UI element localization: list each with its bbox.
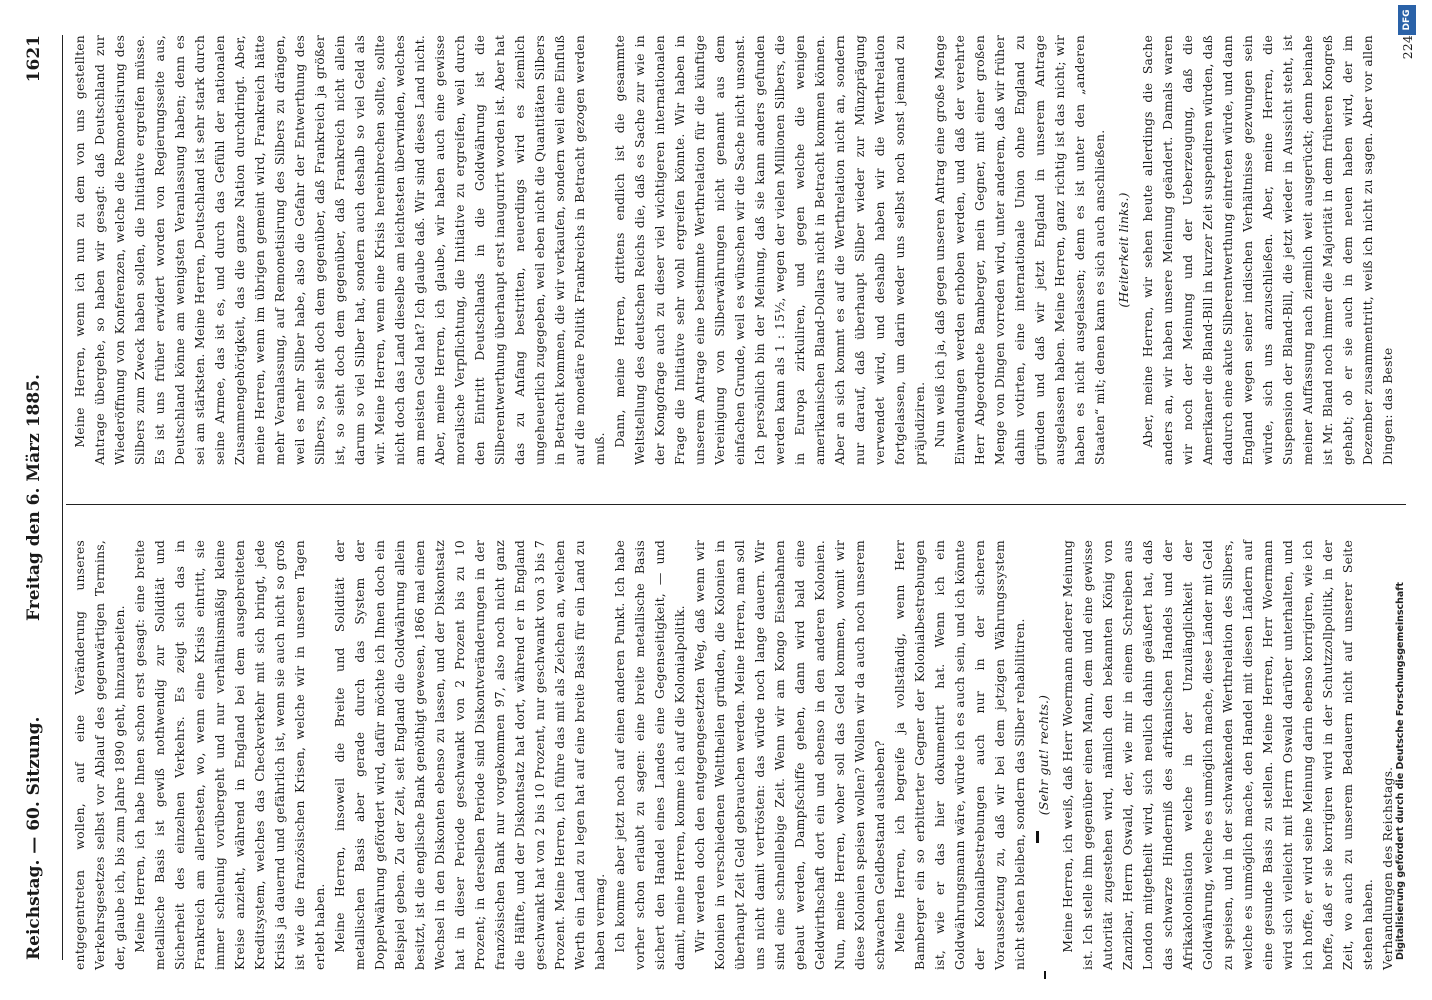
- paragraph: Meine Herren, ich begreife ja vollständig, wenn Herr Bamberger ein so erbitterter Gegner der Kolonialbestrebungen ist, wie er das hier dokumentirt hat. Wenn ich ein Goldwährungsmann wäre, würde ich es auch sein, und ich könnte der Kolonialbestrebungen auch nur in der sicheren Voraussetzung zu, daß wir bei dem jetzigen Währungssystem nicht stehen bleiben, sondern das Silber rehabilitiren.: [892, 540, 1027, 970]
- paragraph: Meine Herren, insoweil die Breite und Solidität der metallischen Basis aber gerade durch das System der Doppelwährung gefördert wird, dafür möchte ich Ihnen doch ein Beispiel geben. Zu der Zeit, seit England die Goldwährung allein besitzt, ist die englische Bank genöthigt gewesen, 1866 mal einen Wechsel in den Diskonten ebenso zu lassen, und der Diskontsatz hat in dieser Periode geschwankt von 2 Prozent bis zu 10 Prozent; in derselben Periode sind Diskontveränderungen in der französischen Bank nur vorgekommen 97, also noch nicht ganz die Hälfte, und der Diskontsatz hat dort, während er in England geschwankt hat von 2 bis 10 Prozent, nur geschwankt von 3 bis 7 Prozent. Meine Herren, ich führe das mit als Zeichen an, welchen Werth ein Land zu legen hat auf eine breite Basis für ein Land zu haben vermag.: [332, 540, 607, 970]
- paragraph: entgegentreten wollen, auf eine Veränderung unseres Verkehrsgesetzes selbst vor Ablauf des gegenwärtigen Termins, der, glaube ich, bis zum Jahre 1890 geht, hinzuarbeiten.: [72, 540, 127, 970]
- header-session: Reichstag. — 60. Sitzung.: [24, 716, 44, 960]
- header-rule: [62, 35, 63, 960]
- paragraph: Nun weiß ich ja, daß gegen unseren Antrag eine große Menge Einwendungen werden erhoben werden, und daß der verehrte Herr Abgeordnete Bamberger, mein Gegner, mit einer großen Menge von Dingen vorreden wird, unter anderem, daß wir früher dahin votirten, eine internationale Union ohne England zu gründen und daß wir jetzt England in unserem Antrage ausgelassen haben. Meine Herren, ganz richtig ist das nicht; wir haben es nicht ausgelassen; denn es ist unter den „anderen Staaten“ mit; denen kann es sich auch anschließen.: [932, 35, 1107, 465]
- interjection: (Sehr gut! rechts.): [1036, 694, 1051, 816]
- header-page-number: 1621: [24, 35, 44, 83]
- digitization-credit: Digitalisierung gefördert durch die Deutsche Forschungsgemeinschaft: [1395, 582, 1406, 960]
- paragraph: Verhandlungen des Reichstags.: [1380, 766, 1395, 970]
- paragraph: Meine Herren, wenn ich nun zu dem von uns gestellten Antrage übergehe, so haben wir gesagt: daß Deutschland zur Wiederöffnung von Konferenzen, welche die Remonetisirung des Silbers zum Zweck haben sollen, die Initiative ergreifen müsse. Es ist uns früher erwidert worden von Regierungsseite aus, Deutschland könne am wenigsten Veranlassung haben; denn es sei am stärksten. Meine Herren, Deutschland ist sehr stark durch seine Armee, das ist es, und durch das Gefühl der nationalen Zusammengehörigkeit, das die ganze Nation durchdringt. Aber, meine Herren, wenn im übrigen gemeint wird, Frankreich hätte mehr Veranlassung, auf Remonetisirung des Silbers zu drängen, weil es mehr Silber habe, also die Gefahr der Entwerthung des Silbers, so sieht doch dem gegenüber, daß Frankreich ja größer ist, so sieht doch dem gegenüber, daß Frankreich nicht allein darum so viel Silber hat, sondern auch deshalb so viel Geld als wir. Meine Herren, wenn eine Krisis hereinbrechen sollte, sollte nicht doch das Land dieselbe am leichtesten überwinden, welches am meisten Geld hat? Ich glaube daß. Wir sind dieses Land nicht. Aber, meine Herren, ich glaube, wir haben auch eine gewisse moralische Verpflichtung, die Initiative zu ergreifen, weil durch den Eintritt Deutschlands in die Goldwährung ist die Silberentwerthung überhaupt erst inaugurirt worden ist. Aber hat das zu Anfang bestritten, neuerdings wird es ziemlich ungeheuerlich zugegeben, weil eben nicht die Quantitäten Silbers in Betracht kommen, die wir verkaufen, sondern weil eine Einfluß auf die monetäre Politik Frankreichs in Betracht gezogen werden muß.: [72, 35, 607, 465]
- right-column: [70, 35, 1415, 465]
- page-header: [18, 35, 54, 960]
- signature-number: 224: [1400, 35, 1415, 60]
- paragraph: Aber, meine Herren, wir sehen heute allerdings die Sache anders an, wir haben unsere Meinung geändert. Damals waren wir noch der Meinung und der Ueberzeugung, daß die Amerikaner die Bland-Bill in kurzer Zeit suspendiren würden, daß dadurch eine akute Silberentwerthung eintreten würde, und dann England wegen seiner indischen Verhältnisse gezwungen sein würde, sich uns anzuschließen. Aber, meine Herren, die Suspension der Bland-Bill, die jetzt wieder in Aussicht steht, ist meiner Auffassung nach ziemlich weit ausgerückt; denn beinahe ist Mr. Bland noch immer die Majorität in dem früheren Kongreß gehabt; ob er sie auch in dem neuen haben wird, der im Dezember zusammentritt, weiß ich nicht zu sagen. Aber vor allen Dingen: das Beste: [1140, 35, 1395, 465]
- dfg-logo: DFG: [1398, 5, 1416, 35]
- paragraph: Meine Herren, ich habe Ihnen schon erst gesagt: eine breite metallische Basis ist gewiß nothwendig zur Solidität und Sicherheit des einzelnen Verkehrs. Es zeigt sich das in Frankreich am allerbesten, wo, wenn eine Krisis eintritt, sie immer schleunig vorübergeht und nur verhältnismäßig kleine Kreise anzieht, während in England bei dem ausgebreiteten Kreditsystem, welches das Checkverkehr mit sich bringt, jede Krisis ja dauernd und gefährlich ist, wenn sie auch nicht so groß ist wie die französischen Krisen, welche wir in unseren Tagen erlebt haben.: [132, 540, 327, 970]
- paragraph: Dann, meine Herren, drittens endlich ist die gesammte Weltstellung des deutschen Reichs die, daß es Sache zur wie in der Kongofrage auch zu dieser viel wichtigeren internationalen Frage die Initiative sehr wohl ergreifen könnte. Wir haben in unserem Antrage eine bestimmte Werthrelation für die künftige Vereinigung von Silberwährungen nicht genannt aus dem einfachen Grunde, weil es wünschen wir die Sache nicht unsonst. Ich persönlich bin der Meinung, daß sie kann anders gefunden werden kann als 1 : 15½, wegen der vielen Millionen Silbers, die in Europa zirkuliren, und gegen welche die wenigen amerikanischen Bland-Dollars nicht in Betracht kommen können. Aber an sich kommt es auf die Werthrelation nicht an, sondern nur darauf, daß überhaupt Silber wieder zur Münzprägung verwendet wird, und deshalb haben wir die Werthrelation fortgelassen, um darin weder uns selbst noch sonst jemand zu präjudiziren.: [612, 35, 927, 465]
- header-date: Freitag den 6. März 1885.: [24, 374, 44, 621]
- scan-mark: [1036, 831, 1039, 843]
- left-column: [70, 540, 1405, 970]
- scan-mark-small: [1044, 971, 1046, 979]
- paragraph: Wir werden doch den entgegengesetzten Weg, daß wenn wir Kolonien in verschiedenen Welttheilen gründen, die Kolonien in überhaupt Zeit Geld gebrauchen werden. Meine Herren, man soll uns nicht damit vertrösten: das würde noch lange dauern. Wir sind eine schnelllebige Zeit. Wenn wir am Kongo Eisenbahnen gebaut werden, Dampfschiffe gehen, dann wird bald eine Geldwirthschaft dort ein und ebenso in den anderen Kolonien. Nun, meine Herren, woher soll das Geld kommen, womit wir diese Kolonien speisen wollen? Wollen wir da auch noch unserem schwachen Geldbestand ausheben?: [692, 540, 887, 970]
- paragraph: Ich komme aber jetzt noch auf einen anderen Punkt. Ich habe vorher schon erlaubt zu sagen: eine breite metallische Basis sichert den Handel eines Landes eine Gegenseitigkeit, — und damit, meine Herren, komme ich auf die Kolonialpolitik.: [612, 540, 687, 970]
- column-divider: [66, 504, 1406, 505]
- interjection: (Heiterkeit links.): [1116, 192, 1131, 308]
- paragraph: Meine Herren, ich weiß, daß Herr Woermann anderer Meinung ist. Ich stelle ihm gegenüber einen Mann, dem und eine gewisse Autorität zugestehen wird, nämlich den bekannten König von Zanzibar, Herrn Oswald, der, wie mir in einem Schreiben aus London mitgetheilt wird, sich neulich dahin geäußert hat, daß das schwarze Hinderniß des afrikanischen Handels und der Afrikakolonisation welche in der Unzulänglichkeit der Goldwährung, welche es unmöglich mache, diese Länder mit Geld zu speisen, und in der schwankenden Werthrelation des Silbers, welche es unmöglich mache, den Handel mit diesen Ländern auf eine gesunde Basis zu stellen. Meine Herren, Herr Woermann wird sich vielleicht mit Herrn Oswald darüber unterhalten, und ich hoffe, er wird seine Meinung darin ebenso korrigiren, wie ich hoffe, daß er sie korrigiren wird in der Schutzzollpolitik, in der Zeit, wo auch zu unserem Bedauern nicht auf unserer Seite stehen haben.: [1060, 540, 1375, 970]
